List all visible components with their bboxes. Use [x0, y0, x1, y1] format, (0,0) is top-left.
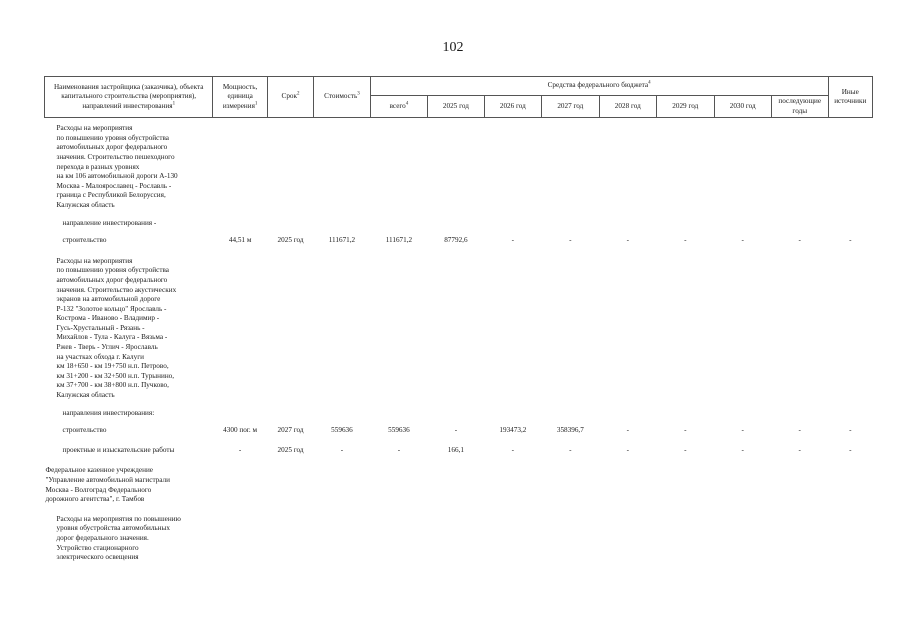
- cell-2025: 166,1: [447, 445, 464, 454]
- header-term: Срок$^2$: [267, 77, 313, 118]
- cell-term: 2025 год: [277, 445, 304, 454]
- cell-2028: -: [626, 445, 629, 454]
- cell-cost: 111671,2: [328, 236, 356, 245]
- header-2027: 2027 год: [542, 96, 599, 118]
- object-1-title: Расходы на мероприятия по повышению уровня обустройства автомобильных дорог федерального значения. Строительство пешеходного перехода в разных уровнях на км 106 автомобильной дороги А-130 Москва - Малоярославец - Рославль - граница с Республикой Белоруссия, Калужская область: [56, 124, 178, 209]
- cell-cost: -: [340, 445, 344, 454]
- row-label: проектные и изыскательские работы: [62, 445, 175, 454]
- object-2-title: Расходы на мероприятия по повышению уровня обустройства автомобильных дорог федерального значения. Строительство акустических экранов на автомобильной дороге Р-132 "Золотое кольцо" Ярославль - Кострома - Иваново - Владимир - Гусь-Хрустальный - Рязань - Михайлов - Тула - Калуга - Вязьма - Ржев - Тверь - Углич - Ярославль на участках обхода г. Калуги км 18+650 - км 19+750 н.п. Петрово, км 31+200 - км 32+500 н.п. Турынино, км 37+700 - км 38+800 н.п. Пучково, Калужская область: [56, 256, 177, 400]
- cell-total: -: [397, 445, 401, 454]
- cell-subsequent: -: [798, 426, 801, 435]
- header-name: Наименования застройщика (заказчика), объекта капитального строительства (мероприятия), направлений инвестирования$^1$: [45, 77, 213, 118]
- cell-2028: -: [626, 236, 629, 245]
- investment-table: [44, 76, 873, 567]
- header-2029: 2029 год: [657, 96, 714, 118]
- cell-term: 2027 год: [277, 426, 304, 435]
- cell-2029: -: [684, 445, 687, 454]
- cell-2025: 87792,6: [444, 236, 468, 245]
- cell-capacity: 4300 пог. м: [223, 426, 258, 435]
- cell-subsequent: -: [798, 236, 801, 245]
- header-cost: Стоимость$^3$: [314, 77, 370, 118]
- cell-capacity: -: [238, 445, 242, 454]
- row-label: строительство: [62, 236, 107, 245]
- page-number: 102: [442, 40, 464, 55]
- cell-2029: -: [684, 426, 687, 435]
- header-2030: 2030 год: [714, 96, 771, 118]
- cell-2027: -: [569, 236, 572, 245]
- cell-total: 559636: [388, 426, 410, 435]
- header-2026: 2026 год: [484, 96, 541, 118]
- table-row: [45, 231, 873, 251]
- customer-title: Федеральное казенное учреждение "Управление автомобильной магистрали Москва - Волгоград Федерального дорожного агентства", г. Тамбов: [45, 466, 170, 504]
- cell-2030: -: [741, 445, 744, 454]
- cell-2030: -: [741, 426, 744, 435]
- header-capacity: Мощность, единица измерения$^1$: [213, 77, 267, 118]
- object-3-title: Расходы на мероприятия по повышению уровня обустройства автомобильных дорог федерального значения. Устройство стационарного электрического освещения: [56, 514, 181, 562]
- row-label: строительство: [62, 426, 107, 435]
- header-2028: 2028 год: [599, 96, 656, 118]
- cell-2028: -: [626, 426, 629, 435]
- table-row: [45, 441, 873, 461]
- cell-total: 111671,2: [385, 236, 413, 245]
- header-federal-budget: Средства федерального бюджета$^4$: [370, 77, 828, 96]
- cell-2030: -: [741, 236, 744, 245]
- cell-other: -: [849, 426, 852, 435]
- cell-2029: -: [684, 236, 687, 245]
- header-total: всего$^4$: [370, 96, 427, 118]
- cell-cost: 559636: [331, 426, 353, 435]
- header-2025: 2025 год: [428, 96, 484, 118]
- cell-other: -: [849, 445, 852, 454]
- cell-2027: 358396,7: [556, 426, 584, 435]
- header-subsequent: последующие годы: [771, 96, 828, 118]
- cell-2026: -: [511, 445, 515, 454]
- object-1-direction: направление инвестирования -: [62, 218, 157, 227]
- cell-capacity: 44,51 м: [228, 236, 252, 245]
- cell-term: 2025 год: [277, 236, 304, 245]
- header-other-sources: Иные источники: [828, 77, 872, 118]
- cell-subsequent: -: [798, 445, 801, 454]
- table-row: [45, 421, 873, 441]
- cell-2026: 193473,2: [499, 426, 527, 435]
- object-2-direction: направления инвестирования:: [62, 408, 155, 417]
- cell-2026: -: [511, 236, 515, 245]
- cell-2027: -: [569, 445, 572, 454]
- cell-other: -: [849, 236, 852, 245]
- cell-2025: -: [454, 426, 458, 435]
